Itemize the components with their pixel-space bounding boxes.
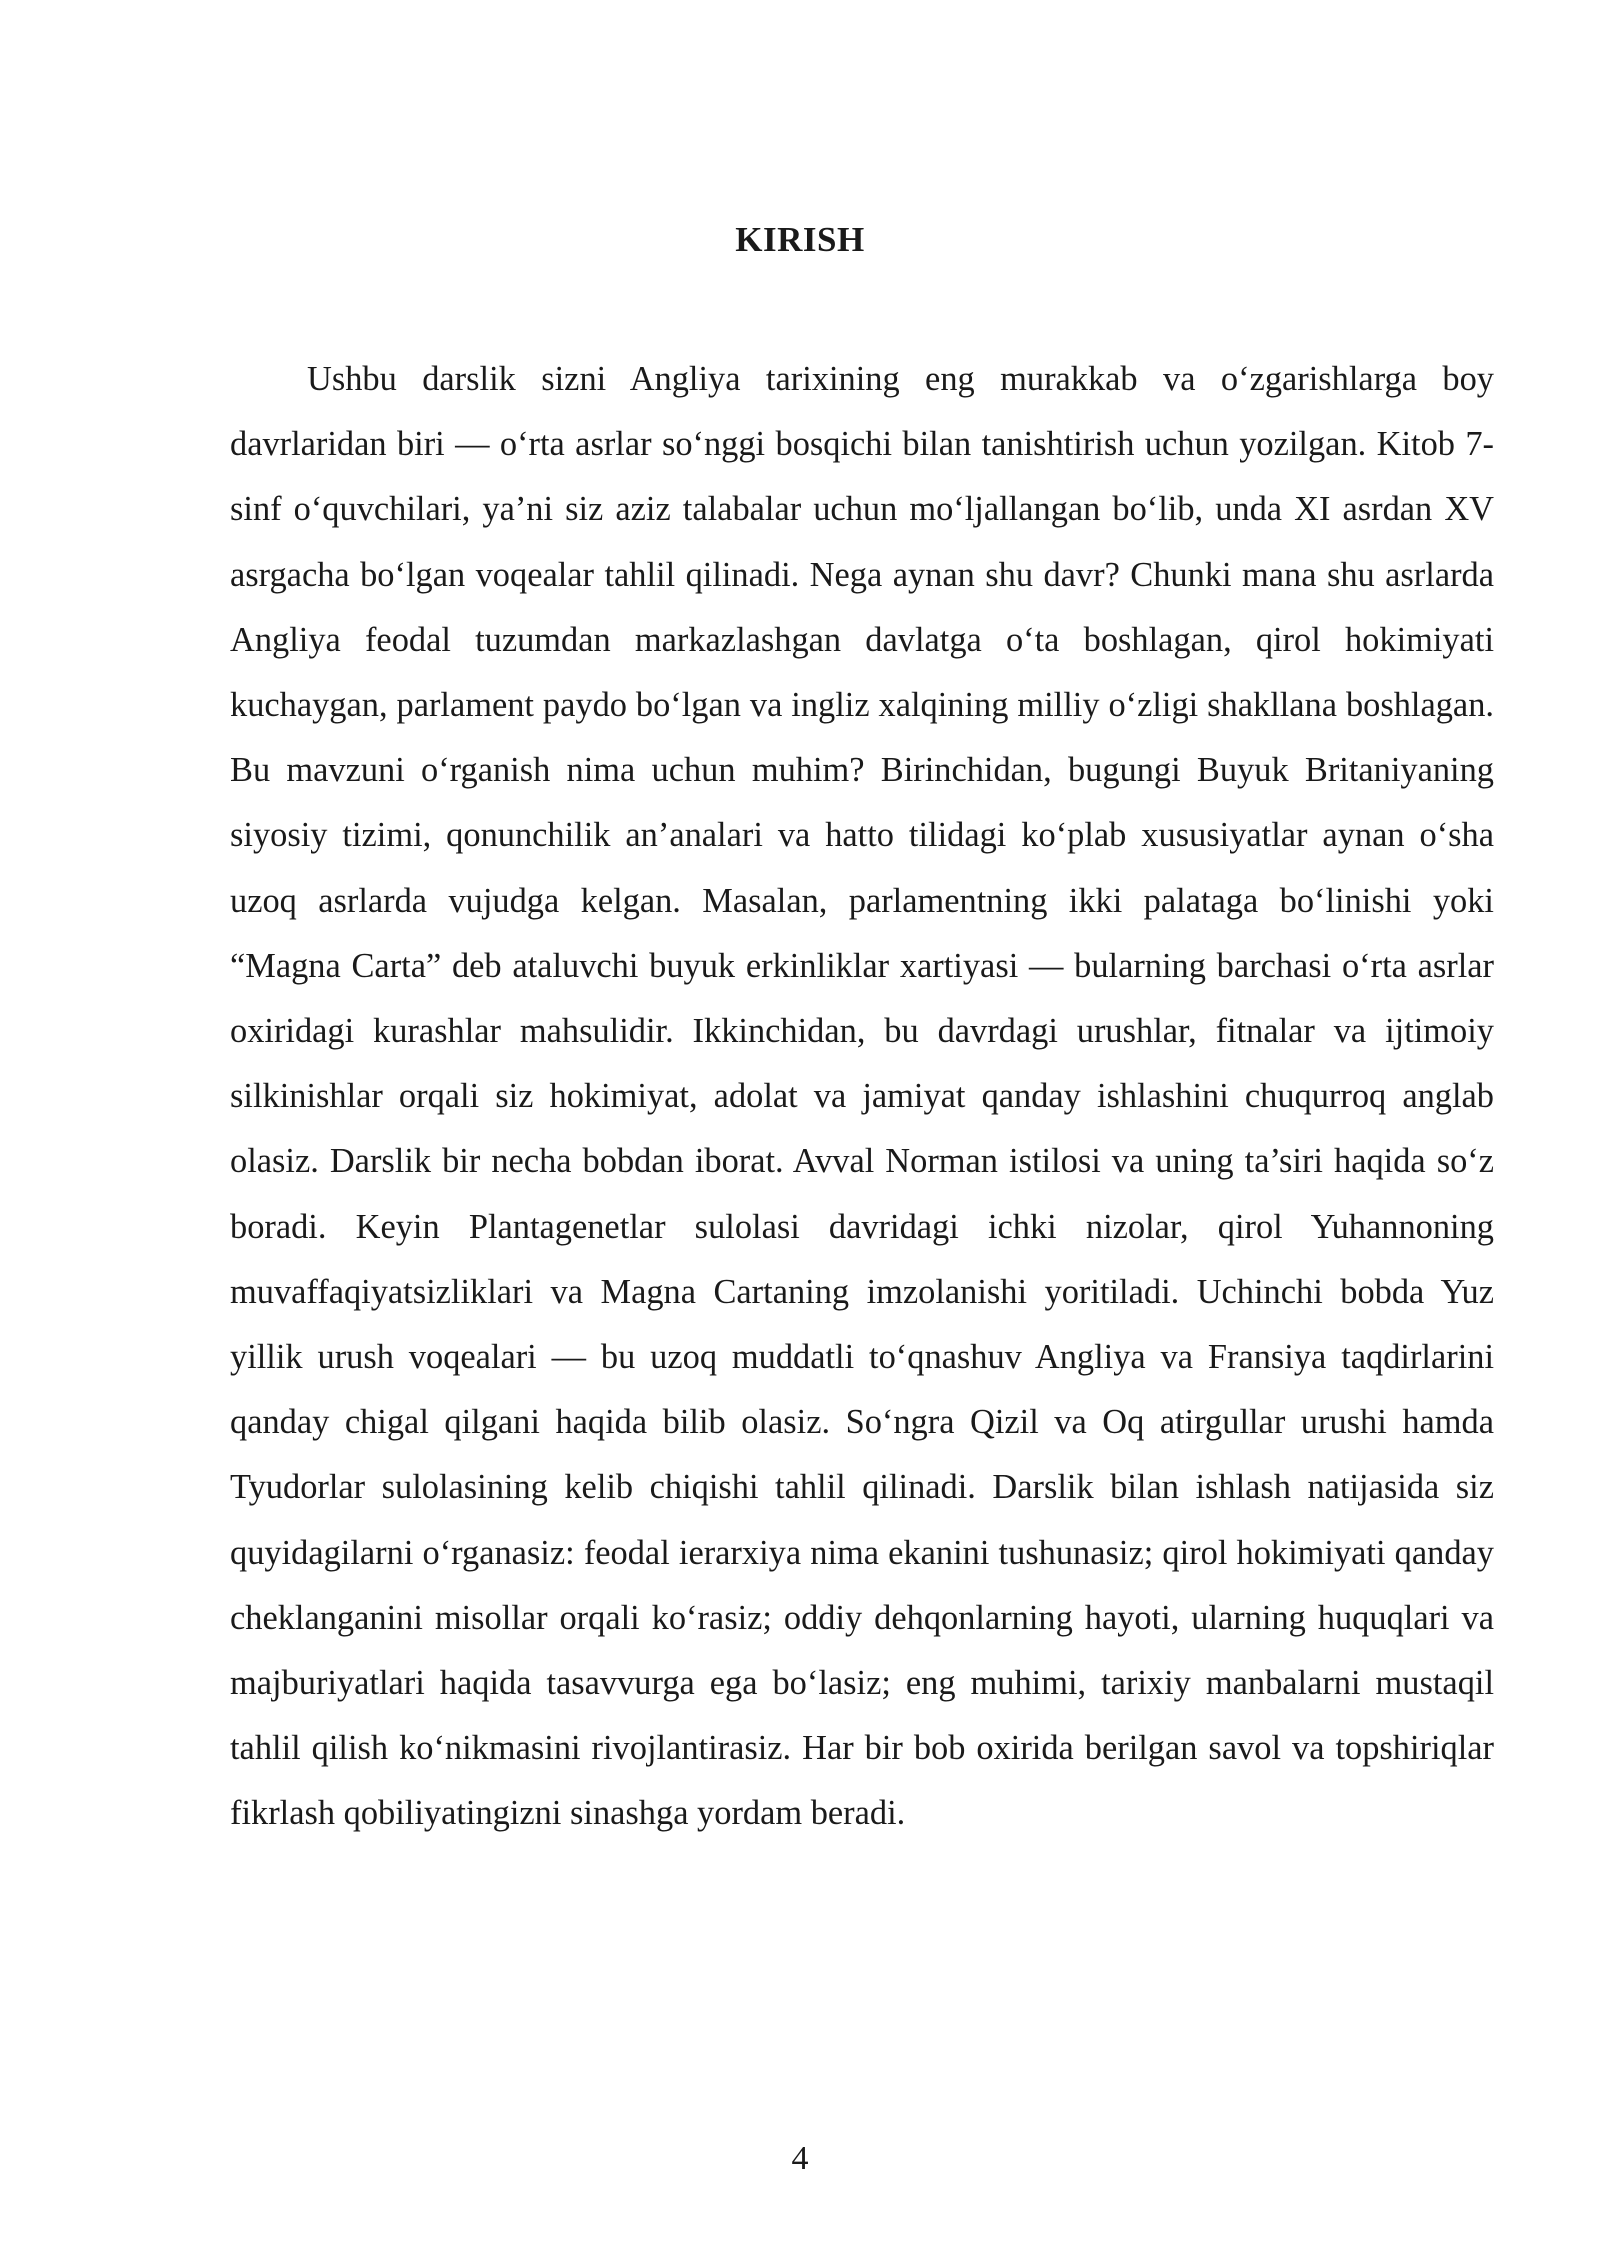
page-number: 4 (791, 2140, 809, 2177)
page-title: KIRISH (735, 220, 865, 259)
body-paragraph: Ushbu darslik sizni Angliya tarixining eng murakkab va o‘zgarishlarga boy davrlaridan biri — o‘rta asrlar so‘nggi bosqichi bilan tanishtirish uchun yozilgan. Kitob 7-sinf o‘quvchilari, ya’ni siz aziz talabalar uchun mo‘ljallangan bo‘lib, unda XI asrdan XV asrgacha bo‘lgan voqealar tahlil qilinadi. Nega aynan shu davr? Chunki mana shu asrlarda Angliya feodal tuzumdan markazlashgan davlatga o‘ta boshlagan, qirol hokimiyati kuchaygan, parlament paydo bo‘lgan va ingliz xalqining milliy o‘zligi shakllana boshlagan. Bu mavzuni o‘rganish nima uchun muhim? Birinchidan, bugungi Buyuk Britaniyaning siyosiy tizimi, qonunchilik an’analari va hatto tilidagi ko‘plab xususiyatlar aynan o‘sha uzoq asrlarda vujudga kelgan. Masalan, parlamentning ikki palataga bo‘linishi yoki “Magna Carta” deb ataluvchi buyuk erkinliklar xartiyasi — bularning barchasi o‘rta asrlar oxiridagi kurashlar mahsulidir. Ikkinchidan, bu davrdagi urushlar, fitnalar va ijtimoiy silkinishlar orqali siz hokimiyat, adolat va jamiyat qanday ishlashini chuqurroq anglab olasiz. Darslik bir necha bobdan iborat. Avval Norman istilosi va uning ta’siri haqida so‘z boradi. Keyin Plantagenetlar sulolasi davridagi ichki nizolar, qirol Yuhannoning muvaffaqiyatsizliklari va Magna Cartaning imzolanishi yoritiladi. Uchinchi bobda Yuz yillik urush voqealari — bu uzoq muddatli to‘qnashuv Angliya va Fransiya taqdirlarini qanday chigal qilgani haqida bilib olasiz. So‘ngra Qizil va Oq atirgullar urushi hamda Tyudorlar sulolasining kelib chiqishi tahlil qilinadi. Darslik bilan ishlash natijasida siz quyidagilarni o‘rganasiz: feodal ierarxiya nima ekanini tushunasiz; qirol hokimiyati qanday cheklanganini misollar orqali ko‘rasiz; oddiy dehqonlarning hayoti, ularning huquqlari va majburiyatlari haqida tasavvurga ega bo‘lasiz; eng muhimi, tarixiy manbalarni mustaqil tahlil qilish ko‘nikmasini rivojlantirasiz. Har bir bob oxirida berilgan savol va topshiriqlar fikrlash qobiliyatingizni sinashga yordam beradi. (230, 360, 1494, 1833)
